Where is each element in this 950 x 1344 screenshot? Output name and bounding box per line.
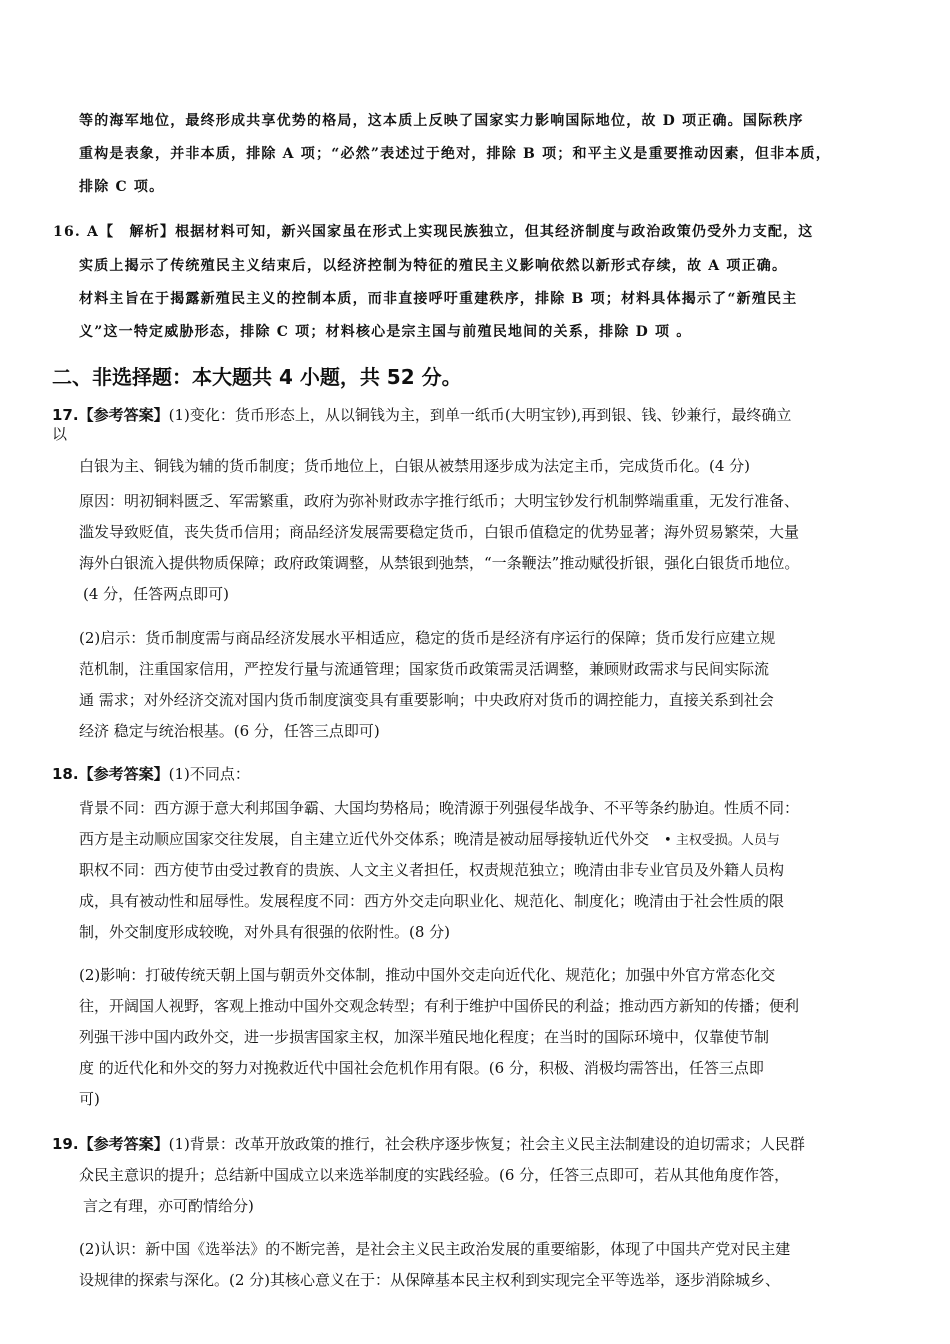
q17-line-1b: 以	[52, 425, 68, 443]
q19-text: (1)背景：改革开放政策的推行，社会秩序逐步恢复；社会主义民主法制建设的迫切需求；人民群	[168, 1135, 805, 1153]
q18-line-10: 度 的近代化和外交的努力对挽救近代中国社会危机作用有限。(6 分，积极、消极均需答出，任答三点即	[79, 1059, 764, 1077]
section-heading: 二、非选择题：本大题共 4 小题，共 52 分。	[52, 365, 462, 389]
q19-line-1	[52, 1134, 805, 1154]
q17-line-3: 原因：明初铜料匮乏、军需繁重，政府为弥补财政赤字推行纸币；大明宝钞发行机制弊端重重，无发行准备、	[79, 492, 800, 510]
q18-text: (1)不同点：	[168, 765, 250, 783]
q19-line-4: (2)认识：新中国《选举法》的不断完善，是社会主义民主政治发展的重要缩影，体现了中国共产党对民主建	[79, 1240, 791, 1258]
q16-line-1: 16. A【 解析】根据材料可知，新兴国家虽在形式上实现民族独立，但其经济制度与政治政策仍受外力支配，这	[53, 224, 814, 240]
q18-line-8: 往，开阔国人视野，客观上推动中国外交观念转型；有利于维护中国侨民的利益；推动西方新知的传播；便利	[79, 997, 800, 1015]
q17-line-5: 海外白银流入提供物质保障；政府政策调整，从禁银到弛禁，“一条鞭法”推动赋役折银，强化白银货币地位。	[79, 554, 800, 572]
q18-line-3	[79, 829, 780, 851]
q17-line-7: (2)启示：货币制度需与商品经济发展水平相适应，稳定的货币是经济有序运行的保障；货币发行应建立规	[79, 629, 776, 647]
q15-line-1: 等的海军地位，最终形成共享优势的格局，这本质上反映了国家实力影响国际地位，故 D 项正确。国际秩序	[79, 113, 804, 129]
q16-line-2: 实质上揭示了传统殖民主义结束后，以经济控制为特征的殖民主义影响依然以新形式存续，故 A 项正确。	[79, 258, 788, 274]
q17-line-2: 白银为主、铜钱为辅的货币制度；货币地位上，白银从被禁用逐步成为法定主币，完成货币化。(4 分)	[79, 457, 751, 475]
q17-number: 17.	[52, 406, 79, 424]
q18-line-7: (2)影响：打破传统天朝上国与朝贡外交体制，推动中国外交走向近代化、规范化；加强中外官方常态化交	[79, 966, 776, 984]
q19-line-2: 众民主意识的提升；总结新中国成立以来选举制度的实践经验。(6 分，任答三点即可，若从其他角度作答，	[79, 1166, 790, 1184]
q15-line-3: 排除 C 项。	[79, 179, 165, 195]
q18-line-1	[52, 764, 250, 784]
q17-line-4: 滥发导致贬值，丧失货币信用；商品经济发展需要稳定货币，白银币值稳定的优势显著；海外贸易繁荣，大量	[79, 523, 800, 541]
q18-line-5: 成，具有被动性和屈辱性。发展程度不同：西方外交走向职业化、规范化、制度化；晚清由于社会性质的限	[79, 892, 785, 910]
q18-line-3-main: 西方是主动顺应国家交往发展，自主建立近代外交体系；晚清是被动屈辱接轨近代外交	[79, 830, 665, 848]
q18-line-2: 背景不同：西方源于意大利邦国争霸、大国均势格局；晚清源于列强侵华战争、不平等条约胁迫。性质不同：	[79, 799, 800, 817]
q18-number: 18.	[52, 765, 79, 783]
q18-answer-tag: 【参考答案】	[78, 765, 169, 783]
q16-line-4: 义”这一特定威胁形态，排除 C 项；材料核心是宗主国与前殖民地间的关系，排除 D 项 。	[79, 324, 692, 340]
q17-text: (1)变化：货币形态上，从以铜钱为主，到单一纸币(大明宝钞),再到银、钱、钞兼行，最终确立	[168, 406, 792, 424]
q17-line-10: 经济 稳定与统治根基。(6 分，任答三点即可)	[79, 722, 380, 740]
q18-line-9: 列强干涉中国内政外交，进一步损害国家主权，加深半殖民地化程度；在当时的国际环境中，仅靠使节制	[79, 1028, 770, 1046]
q15-line-2: 重构是表象，并非本质，排除 A 项；“必然”表述过于绝对，排除 B 项；和平主义是重要推动因素，但非本质，	[79, 146, 831, 162]
q19-number: 19.	[52, 1135, 79, 1153]
q19-line-5: 设规律的探索与深化。(2 分)其核心意义在于：从保障基本民主权利到实现完全平等选举，逐步消除城乡、	[79, 1271, 781, 1289]
q19-line-3: 言之有理，亦可酌情给分)	[83, 1197, 254, 1215]
q18-line-3-tail: • 主权受损。人员与	[664, 833, 780, 848]
q18-line-4: 职权不同：西方使节由受过教育的贵族、人文主义者担任，权责规范独立；晚清由非专业官员及外籍人员构	[79, 861, 785, 879]
q19-answer-tag: 【参考答案】	[78, 1135, 169, 1153]
q17-line-6: (4 分，任答两点即可)	[83, 585, 230, 603]
q17-line-1	[52, 405, 791, 425]
q16-line-3: 材料主旨在于揭露新殖民主义的控制本质，而非直接呼吁重建秩序，排除 B 项；材料具体揭示了“新殖民主	[79, 291, 798, 307]
q17-line-8: 范机制，注重国家信用，严控发行量与流通管理；国家货币政策需灵活调整，兼顾财政需求与民间实际流	[79, 660, 770, 678]
q18-line-6: 制，外交制度形成较晚，对外具有很强的依附性。(8 分)	[79, 923, 451, 941]
q17-line-9: 通 需求；对外经济交流对国内货币制度演变具有重要影响；中央政府对货币的调控能力，直接关系到社会	[79, 691, 774, 709]
q18-line-11: 可)	[79, 1090, 100, 1108]
q17-answer-tag: 【参考答案】	[78, 406, 169, 424]
